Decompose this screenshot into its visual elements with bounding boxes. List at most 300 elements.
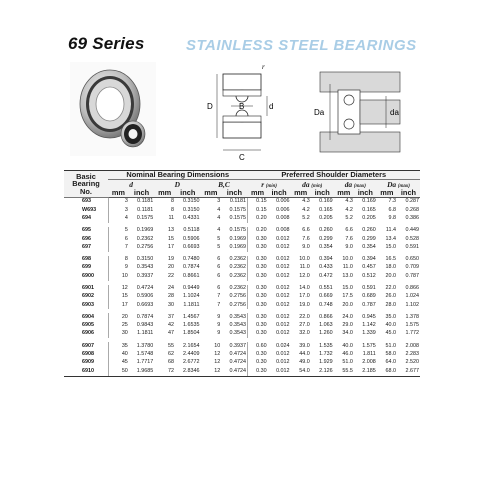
table-cell: 1.260 — [319, 330, 333, 337]
table-cell: 0.7874 — [136, 313, 154, 320]
table-cell: 40.0 — [385, 322, 396, 329]
table-cell: 55.5 — [334, 367, 354, 376]
table-cell: 1.535 — [319, 342, 333, 349]
table-cell: 0.260 — [362, 227, 376, 234]
table-cell: 1.929 — [319, 359, 333, 366]
unit-label: mm — [154, 189, 175, 198]
table-cell: 0.787 — [405, 272, 419, 279]
table-cell: 0.205 — [362, 214, 376, 221]
bearing-model-cell: 6905 — [82, 322, 94, 329]
table-cell: 9 — [217, 330, 221, 337]
table-row — [64, 264, 420, 272]
table-cell: 0.689 — [362, 293, 376, 300]
label-Da: Da — [314, 108, 325, 117]
table-cell: 0.1181 — [229, 198, 246, 205]
table-cell: 0.60 — [247, 342, 267, 350]
table-cell: 68.0 — [377, 367, 397, 376]
table-cell: 29.0 — [342, 322, 353, 329]
table-cell: 30 — [168, 301, 175, 308]
table-cell: 10.0 — [342, 256, 353, 263]
table-cell: 0.012 — [276, 285, 290, 291]
table-cell: 0.2362 — [229, 285, 246, 291]
table-cell: 0.012 — [276, 264, 290, 271]
table-cell: 0.1575 — [229, 227, 246, 234]
table-cell: 0.528 — [405, 235, 419, 242]
table-cell: 0.386 — [405, 214, 419, 221]
unit-label: inch — [397, 189, 420, 198]
table-row — [64, 301, 420, 309]
bearing-model-cell: 6908 — [82, 351, 94, 358]
table-cell: 0.709 — [405, 264, 419, 271]
table-cell: 5 — [108, 227, 129, 235]
table-cell: 0.866 — [319, 313, 333, 320]
table-cell: 2.520 — [405, 359, 419, 366]
table-cell: 1.7717 — [136, 359, 154, 366]
table-cell: 24.0 — [342, 313, 353, 320]
table-cell: 0.9843 — [136, 322, 154, 329]
bearing-model-cell: 699 — [82, 264, 91, 271]
unit-label: inch — [129, 189, 154, 198]
table-cell: 0.2756 — [229, 293, 246, 300]
bearing-model-cell: 696 — [82, 235, 91, 242]
table-cell: 1.063 — [319, 322, 333, 329]
table-cell: 9.8 — [388, 214, 396, 221]
table-row — [64, 351, 420, 359]
table-cell: 0.512 — [362, 272, 376, 279]
table-cell: 2.4409 — [182, 351, 200, 358]
table-cell: 1.732 — [319, 351, 333, 358]
table-cell: 20.0 — [385, 272, 396, 279]
table-cell: 17 — [108, 301, 129, 309]
table-cell: 0.1575 — [229, 206, 246, 213]
table-cell: 4 — [217, 214, 221, 221]
table-cell: 20.0 — [342, 301, 353, 308]
table-cell: 1.339 — [362, 330, 376, 337]
table-cell: 19.0 — [299, 301, 310, 308]
table-cell: 0.299 — [319, 235, 333, 242]
table-cell: 22 — [168, 272, 175, 279]
table-row — [64, 359, 420, 367]
table-cell: 10 — [108, 272, 129, 280]
table-cell: 9.0 — [345, 243, 353, 250]
table-row — [64, 322, 420, 330]
table-cell: 54.0 — [291, 367, 311, 376]
table-cell: 20 — [168, 264, 175, 271]
table-cell: 9 — [217, 313, 221, 320]
unit-label: mm — [377, 189, 397, 198]
table-cell: 0.4331 — [182, 214, 200, 221]
table-cell: 40 — [108, 351, 129, 359]
table-cell: 0.012 — [276, 359, 290, 366]
table-cell: 1.3780 — [136, 342, 154, 349]
table-cell: 0.472 — [319, 272, 333, 279]
table-cell: 6 — [217, 256, 221, 263]
table-cell: 2.8346 — [175, 367, 200, 376]
table-cell: 0.9449 — [182, 285, 200, 291]
table-cell: 0.1181 — [137, 206, 154, 213]
table-cell: 0.30 — [247, 293, 267, 301]
table-cell: 0.2362 — [136, 235, 154, 242]
table-row — [64, 272, 420, 280]
table-cell: 5.2 — [302, 214, 310, 221]
table-cell: 0.012 — [276, 235, 290, 242]
unit-label: inch — [354, 189, 377, 198]
table-cell: 0.15 — [247, 197, 267, 206]
table-cell: 72 — [154, 367, 175, 376]
table-cell: 1.1811 — [183, 301, 200, 308]
table-cell: 0.006 — [276, 206, 290, 213]
table-cell: 16.5 — [385, 256, 396, 263]
bearing-model-cell: 698 — [82, 256, 91, 263]
table-cell: 0.354 — [362, 243, 376, 250]
table-cell: 6 — [108, 235, 129, 243]
table-cell: 19 — [168, 256, 175, 263]
table-cell: 28.0 — [385, 301, 396, 308]
table-cell: 1.6535 — [182, 322, 200, 329]
table-cell: 0.287 — [405, 198, 419, 205]
table-cell: 30 — [108, 330, 129, 338]
table-cell: 0.012 — [276, 301, 290, 308]
table-cell: 0.30 — [247, 301, 267, 309]
table-cell: 1.4567 — [182, 313, 200, 320]
table-cell: 0.591 — [362, 285, 376, 291]
table-cell: 8 — [108, 256, 129, 264]
series-title: 69 Series — [68, 34, 145, 53]
table-row — [64, 330, 420, 338]
table-cell: 0.787 — [362, 301, 376, 308]
table-cell: 0.551 — [319, 285, 333, 291]
table-cell: 0.012 — [276, 256, 290, 263]
table-cell: 0.30 — [247, 367, 267, 376]
table-cell: 1.575 — [362, 342, 376, 349]
bearing-model-cell: 6901 — [82, 285, 94, 291]
label-C: C — [239, 153, 245, 162]
table-cell: 13.4 — [385, 235, 396, 242]
table-cell: 0.866 — [405, 285, 419, 291]
table-cell: 0.4724 — [136, 285, 154, 291]
table-cell: 26.0 — [385, 293, 396, 300]
table-cell: 0.591 — [405, 243, 419, 250]
table-cell: 0.30 — [247, 351, 267, 359]
table-cell: 0.3543 — [229, 313, 246, 320]
table-cell: 0.3543 — [136, 264, 154, 271]
unit-label: mm — [334, 189, 354, 198]
table-cell: 14.0 — [299, 285, 310, 291]
bearing-model-cell: W693 — [82, 206, 97, 213]
table-cell: 18.0 — [385, 264, 396, 271]
table-cell: 0.354 — [319, 243, 333, 250]
table-cell: 0.20 — [247, 227, 267, 235]
table-cell: 12 — [108, 285, 129, 293]
table-row — [64, 367, 420, 376]
table-cell: 15.0 — [342, 285, 353, 291]
label-B: B — [239, 102, 245, 111]
table-cell: 15 — [108, 293, 129, 301]
table-cell: 6 — [217, 264, 221, 271]
table-cell: 9.0 — [302, 243, 310, 250]
table-cell: 11 — [168, 214, 175, 221]
table-row — [64, 243, 420, 251]
spec-table-body — [64, 197, 420, 376]
table-cell: 12 — [214, 359, 221, 366]
table-cell: 3 — [108, 206, 129, 214]
table-cell: 7 — [217, 293, 221, 300]
unit-label: inch — [268, 189, 291, 198]
table-cell: 7.3 — [388, 198, 396, 205]
table-cell: 0.2756 — [136, 243, 154, 250]
table-cell: 0.30 — [247, 313, 267, 321]
table-cell: 47 — [168, 330, 175, 337]
table-cell: 7 — [108, 243, 129, 251]
table-cell: 1.575 — [405, 322, 419, 329]
table-cell: 0.299 — [362, 235, 376, 242]
table-cell: 0.008 — [276, 227, 290, 234]
table-cell: 46.0 — [342, 351, 353, 358]
table-cell: 20 — [108, 313, 129, 321]
table-cell: 0.3150 — [182, 198, 200, 205]
table-row — [64, 342, 420, 350]
table-row — [64, 313, 420, 321]
table-cell: 35 — [108, 342, 129, 350]
table-cell: 17.0 — [299, 293, 310, 300]
table-cell: 0.2362 — [229, 256, 246, 263]
table-cell: 0.260 — [319, 227, 333, 234]
unit-label: mm — [247, 189, 267, 198]
table-cell: 0.6693 — [136, 301, 154, 308]
table-row — [64, 214, 420, 222]
table-cell: 50 — [108, 367, 129, 376]
bearing-model-cell: 6907 — [82, 342, 94, 349]
table-cell: 22.0 — [299, 313, 310, 320]
table-cell: 2.008 — [405, 342, 419, 349]
table-cell: 4.2 — [345, 206, 353, 213]
table-cell: 1.9685 — [129, 367, 154, 376]
table-cell: 2.126 — [311, 367, 334, 376]
table-cell: 5.2 — [345, 214, 353, 221]
table-cell: 0.1969 — [229, 243, 246, 250]
label-da: da — [390, 108, 399, 117]
col-d: d — [108, 180, 154, 189]
table-cell: 9 — [217, 322, 221, 329]
table-cell: 0.2362 — [229, 264, 246, 271]
table-cell: 2.185 — [354, 367, 377, 376]
table-cell: 27.0 — [299, 322, 310, 329]
table-cell: 0.024 — [276, 342, 290, 349]
table-cell: 15 — [168, 235, 175, 242]
bearing-model-cell: 6904 — [82, 313, 94, 320]
table-cell: 0.205 — [319, 214, 333, 221]
unit-label: inch — [221, 189, 247, 198]
table-cell: 64.0 — [385, 359, 396, 366]
bearing-model-cell: 693 — [82, 198, 91, 205]
bearing-model-cell: 6906 — [82, 330, 94, 337]
table-cell: 12 — [214, 351, 221, 358]
table-cell: 22.0 — [385, 285, 396, 291]
table-cell: 0.5118 — [183, 227, 200, 234]
table-cell: 58.0 — [385, 351, 396, 358]
unit-label: inch — [311, 189, 334, 198]
table-cell: 0.3150 — [136, 256, 154, 263]
table-cell: 11.0 — [342, 264, 353, 271]
table-cell: 0.7480 — [182, 256, 200, 263]
table-row — [64, 235, 420, 243]
table-cell: 4.2 — [302, 206, 310, 213]
table-cell: 8 — [171, 198, 175, 205]
table-cell: 0.30 — [247, 359, 267, 367]
table-cell: 0.2362 — [229, 272, 246, 279]
table-cell: 0.008 — [276, 214, 290, 221]
table-cell: 2.008 — [362, 359, 376, 366]
table-row — [64, 227, 420, 235]
table-cell: 1.142 — [362, 322, 376, 329]
table-cell: 24 — [168, 285, 175, 291]
bearing-model-cell: 6903 — [82, 301, 94, 308]
product-subtitle: STAINLESS STEEL BEARINGS — [186, 37, 417, 54]
table-cell: 0.30 — [247, 256, 267, 264]
table-cell: 28 — [168, 293, 175, 300]
bearing-model-cell: 6902 — [82, 293, 94, 300]
table-cell: 0.20 — [247, 214, 267, 222]
table-cell: 45 — [108, 359, 129, 367]
table-cell: 0.012 — [276, 330, 290, 337]
bearing-model-cell: 694 — [82, 214, 91, 221]
table-cell: 0.433 — [319, 264, 333, 271]
table-cell: 49.0 — [299, 359, 310, 366]
table-cell: 1.5748 — [136, 351, 154, 358]
table-cell: 4 — [108, 214, 129, 222]
col-BC: B,C — [200, 180, 247, 189]
unit-label: inch — [175, 189, 200, 198]
table-cell: 0.5906 — [182, 235, 200, 242]
table-cell: 0.169 — [362, 198, 376, 205]
table-cell: 0.3543 — [229, 330, 246, 337]
table-cell: 0.650 — [405, 256, 419, 263]
table-cell: 0.4724 — [229, 351, 246, 358]
table-cell: 0.30 — [247, 243, 267, 251]
table-cell: 0.169 — [319, 198, 333, 205]
table-cell: 0.669 — [319, 293, 333, 300]
table-cell: 1.811 — [362, 351, 376, 358]
table-cell: 5 — [217, 235, 221, 242]
table-cell: 0.1575 — [136, 214, 154, 221]
table-cell: 35.0 — [385, 313, 396, 320]
bearing-model-cell: 697 — [82, 243, 91, 250]
table-cell: 15.0 — [385, 243, 396, 250]
table-cell: 12 — [200, 367, 221, 376]
table-cell: 0.7874 — [182, 264, 200, 271]
basic-bearing-header: Basic Bearing No. — [64, 171, 108, 198]
table-cell: 44.0 — [299, 351, 310, 358]
bearing-cross-section-diagram — [205, 60, 280, 165]
table-cell: 68 — [168, 359, 175, 366]
table-cell: 4.3 — [302, 198, 310, 205]
spec-table — [64, 170, 420, 377]
table-cell: 37 — [168, 313, 175, 320]
table-cell: 6 — [217, 285, 221, 291]
table-cell: 4 — [217, 227, 221, 234]
table-cell: 12.0 — [299, 272, 310, 279]
bearing-model-cell: 695 — [82, 227, 91, 234]
table-cell: 0.30 — [247, 235, 267, 243]
col-Da-max: Da (max) — [377, 180, 420, 189]
table-cell: 0.5906 — [136, 293, 154, 300]
table-cell: 51.0 — [342, 359, 353, 366]
table-cell: 3 — [108, 197, 129, 206]
table-cell: 6.6 — [345, 227, 353, 234]
table-cell: 1.772 — [405, 330, 419, 337]
table-row — [64, 197, 420, 206]
table-cell: 6.6 — [302, 227, 310, 234]
table-cell: 0.012 — [276, 243, 290, 250]
table-cell: 0.165 — [319, 206, 333, 213]
table-cell: 0.394 — [362, 256, 376, 263]
table-cell: 7 — [217, 301, 221, 308]
table-cell: 9 — [108, 264, 129, 272]
table-cell: 1.024 — [405, 293, 419, 300]
unit-label: mm — [291, 189, 311, 198]
table-cell: 0.30 — [247, 272, 267, 280]
table-cell: 0.748 — [319, 301, 333, 308]
table-cell: 2.1654 — [182, 342, 200, 349]
nominal-dimensions-header: Nominal Bearing Dimensions — [108, 171, 247, 180]
table-cell: 0.6693 — [182, 243, 200, 250]
table-cell: 0.945 — [362, 313, 376, 320]
label-r: r — [262, 63, 265, 71]
table-cell: 0.1575 — [229, 214, 246, 221]
table-cell: 0.30 — [247, 330, 267, 338]
table-cell: 0.30 — [247, 285, 267, 293]
table-cell: 0.1181 — [137, 198, 154, 205]
table-cell: 34.0 — [342, 330, 353, 337]
table-cell: 1.102 — [405, 301, 419, 308]
table-cell: 0.1969 — [136, 227, 154, 234]
table-cell: 1.1811 — [137, 330, 154, 337]
table-cell: 2.677 — [397, 367, 420, 376]
bearing-model-cell: 6900 — [82, 272, 94, 279]
table-cell: 51.0 — [385, 342, 396, 349]
table-cell: 45.0 — [385, 330, 396, 337]
table-row — [64, 206, 420, 214]
table-cell: 6.8 — [388, 206, 396, 213]
unit-label: mm — [200, 189, 221, 198]
table-cell: 10.0 — [299, 256, 310, 263]
table-cell: 0.012 — [276, 313, 290, 320]
table-cell: 0.4724 — [221, 367, 247, 376]
table-cell: 0.30 — [247, 264, 267, 272]
label-d: d — [269, 102, 274, 111]
table-cell: 0.012 — [276, 293, 290, 300]
table-cell: 0.165 — [362, 206, 376, 213]
table-row — [64, 293, 420, 301]
table-cell: 0.012 — [276, 322, 290, 329]
table-cell: 0.012 — [276, 351, 290, 358]
table-cell: 7.6 — [302, 235, 310, 242]
table-cell: 17 — [168, 243, 175, 250]
table-cell: 0.8661 — [182, 272, 200, 279]
table-cell: 8 — [171, 206, 175, 213]
table-cell: 0.4724 — [229, 359, 246, 366]
table-cell: 5 — [217, 243, 221, 250]
label-D: D — [207, 102, 213, 111]
table-cell: 42 — [168, 322, 175, 329]
table-cell: 0.15 — [247, 206, 267, 214]
shoulder-diameters-header: Preferred Shoulder Diameters — [247, 171, 420, 180]
col-da-min: da (min) — [291, 180, 334, 189]
table-cell: 0.006 — [276, 198, 290, 205]
shoulder-diameter-diagram — [300, 60, 410, 165]
table-cell: 2.283 — [405, 351, 419, 358]
table-cell: 2.6772 — [182, 359, 200, 366]
